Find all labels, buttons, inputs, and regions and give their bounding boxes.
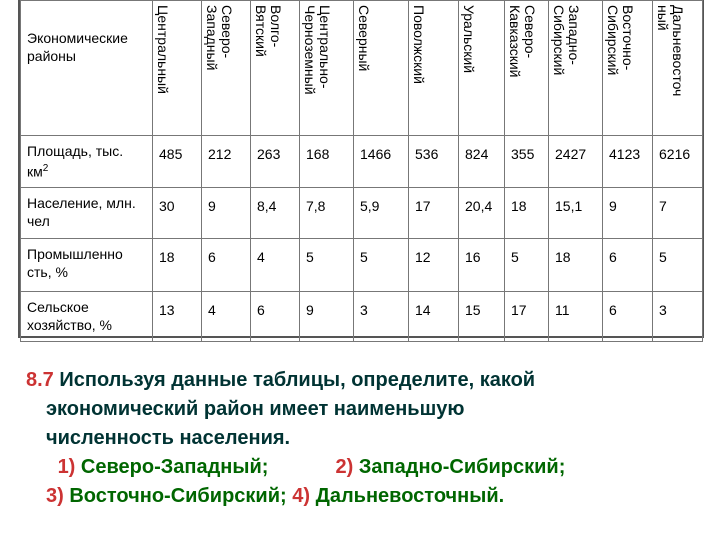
region-header-far-east: Дальневосточ ный [653, 1, 703, 136]
table-cell: 7 [653, 188, 703, 239]
table-cell: 30 [153, 188, 202, 239]
row-label-population: Население, млн. чел [21, 188, 153, 239]
table-cell: 18 [549, 239, 603, 292]
question-number: 8.7 [26, 369, 54, 391]
table-cell: 485 [153, 136, 202, 188]
region-header-west-siberia: Западно- Сибирский [549, 1, 603, 136]
table-cell: 16 [459, 239, 505, 292]
region-header-volgo-vyatsky: Волго- Вятский [251, 1, 300, 136]
row-label-agriculture: Сельское хозяйство, % [21, 292, 153, 342]
option-2-text: Западно-Сибирский; [358, 456, 566, 478]
table-cell: 20,4 [459, 188, 505, 239]
table-cell: 9 [300, 292, 354, 342]
region-header-north-caucasus: Северо- Кавказский [505, 1, 549, 136]
question-text-3: численность населения. [46, 427, 291, 449]
table-cell: 7,8 [300, 188, 354, 239]
table-cell: 17 [409, 188, 459, 239]
row-label-area: Площадь, тыс. $км^2$ [21, 136, 153, 188]
corner-header: Экономические районы [21, 1, 153, 136]
table-cell: 6 [251, 292, 300, 342]
region-header-ural: Уральский [459, 1, 505, 136]
table-cell: 6216 [653, 136, 703, 188]
table-cell: 1466 [354, 136, 409, 188]
table-cell: 13 [153, 292, 202, 342]
option-4-text: Дальневосточный. [315, 485, 505, 507]
row-label-industry: Промышленно сть, % [21, 239, 153, 292]
table-cell: 6 [603, 239, 653, 292]
region-header-north: Северный [354, 1, 409, 136]
region-header-northwest: Северо- Западный [202, 1, 251, 136]
option-3-text: Восточно-Сибирский; [69, 485, 287, 507]
table-cell: 536 [409, 136, 459, 188]
table-cell: 3 [653, 292, 703, 342]
header-row [21, 1, 703, 136]
question-text-2: экономический район имеет наименьшую [46, 398, 465, 420]
region-header-east-siberia: Восточно- Сибирский [603, 1, 653, 136]
table-cell: 6 [202, 239, 251, 292]
table-cell: 5 [354, 239, 409, 292]
region-header-central-chernozem: Центрально- Черноземный [300, 1, 354, 136]
table-row [21, 136, 703, 188]
table-cell: 17 [505, 292, 549, 342]
table-cell: 11 [549, 292, 603, 342]
table-cell: 15,1 [549, 188, 603, 239]
option-2-number: 2) [335, 456, 354, 478]
option-4-number: 4) [292, 485, 311, 507]
options-line-1 [26, 453, 706, 482]
table-cell: 9 [202, 188, 251, 239]
table-cell: 14 [409, 292, 459, 342]
table-cell: 5,9 [354, 188, 409, 239]
regions-table [18, 0, 704, 338]
table-cell: 212 [202, 136, 251, 188]
question-line-1 [26, 366, 706, 395]
data-table [20, 0, 703, 342]
table-cell: 2427 [549, 136, 603, 188]
option-3-number: 3) [46, 485, 64, 507]
option-1-text: Северо-Западный; [80, 456, 269, 478]
option-1-number: 1) [57, 456, 76, 478]
table-row [21, 188, 703, 239]
table-cell: 263 [251, 136, 300, 188]
table-cell: 5 [300, 239, 354, 292]
table-cell: 15 [459, 292, 505, 342]
table-cell: 3 [354, 292, 409, 342]
table-cell: 8,4 [251, 188, 300, 239]
table-cell: 18 [505, 188, 549, 239]
table-cell: 9 [603, 188, 653, 239]
question-text-1: Используя данные таблицы, определите, какой [59, 369, 536, 391]
region-header-central: Центральный [153, 1, 202, 136]
options-line-2 [26, 482, 706, 511]
table-cell: 6 [603, 292, 653, 342]
table-cell: 12 [409, 239, 459, 292]
table-cell: 18 [153, 239, 202, 292]
table-row [21, 239, 703, 292]
question-block [26, 366, 706, 511]
region-header-volga: Поволжский [409, 1, 459, 136]
table-row [21, 292, 703, 342]
table-cell: 355 [505, 136, 549, 188]
table-cell: 5 [653, 239, 703, 292]
table-cell: 824 [459, 136, 505, 188]
table-cell: 4 [251, 239, 300, 292]
table-cell: 168 [300, 136, 354, 188]
table-cell: 5 [505, 239, 549, 292]
table-cell: 4 [202, 292, 251, 342]
table-cell: 4123 [603, 136, 653, 188]
